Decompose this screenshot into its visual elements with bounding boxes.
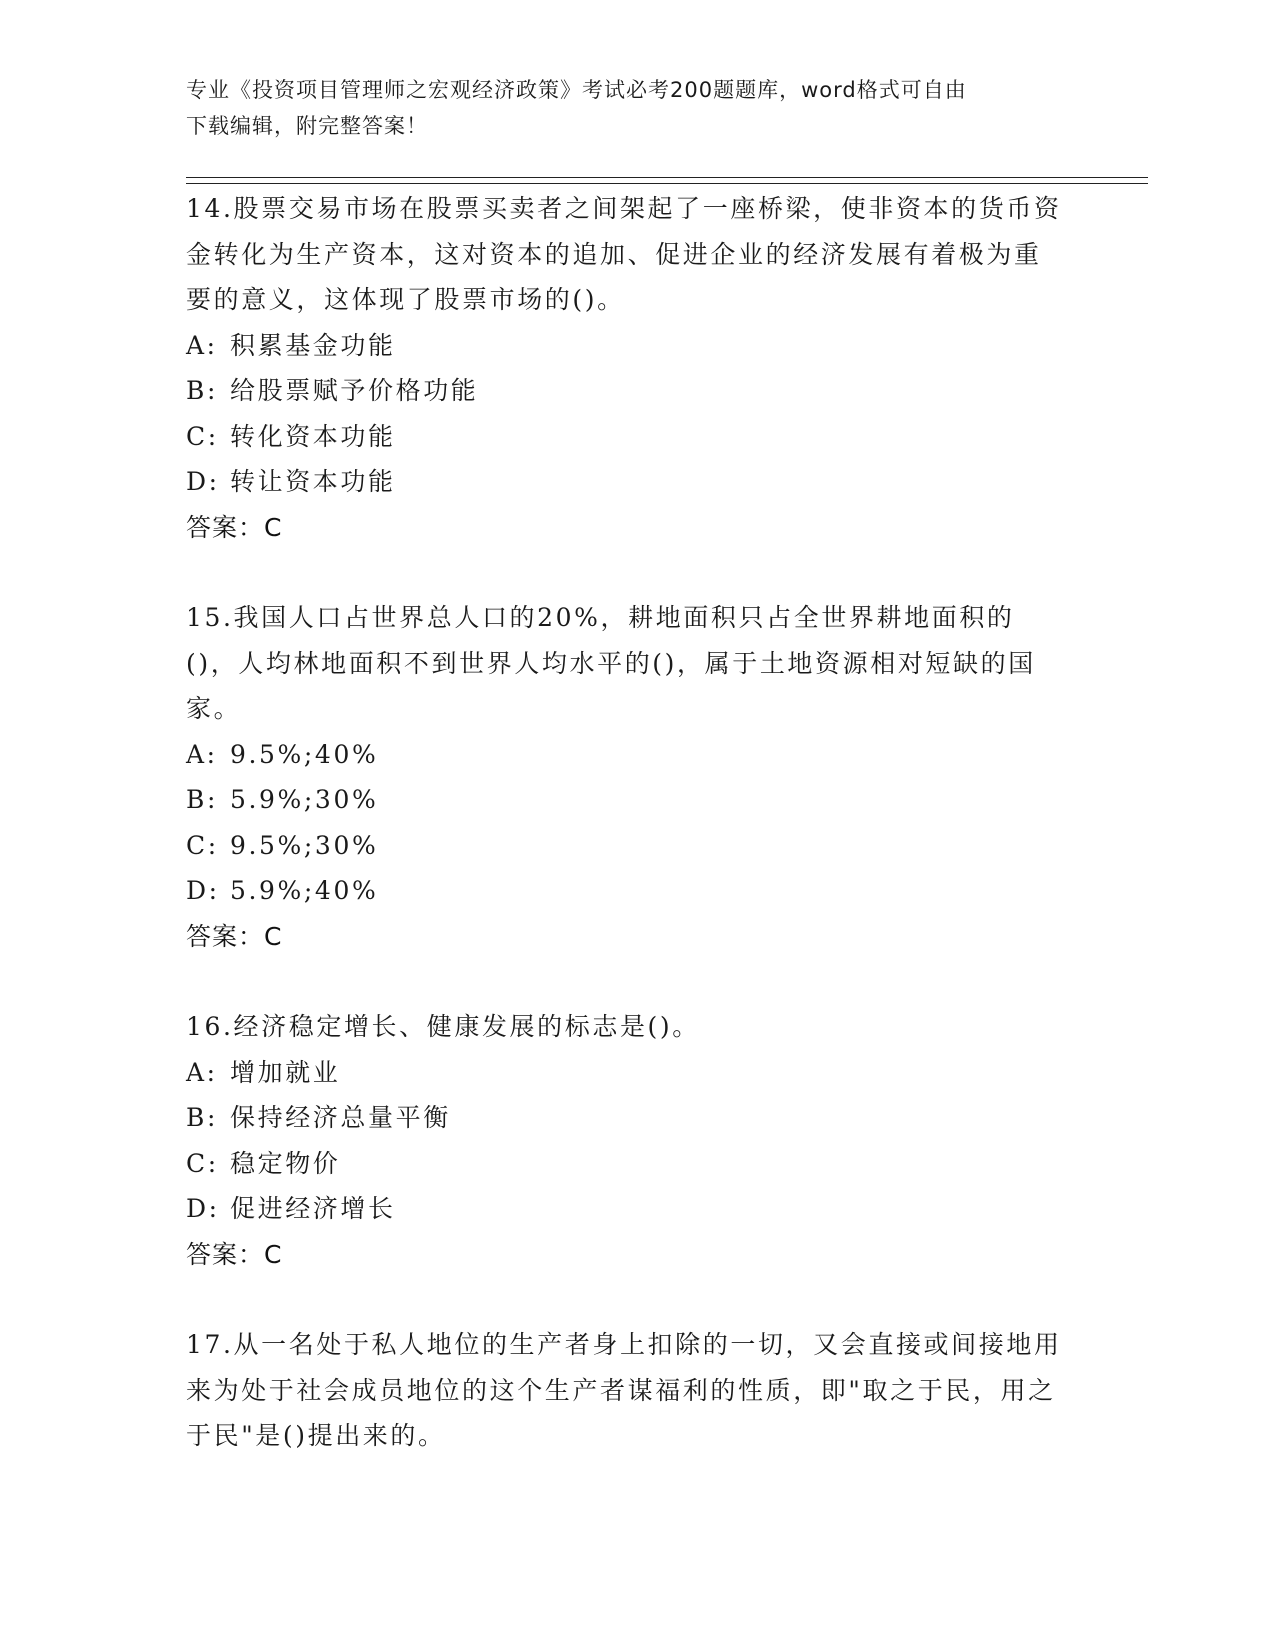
- option-key: B:: [186, 1103, 218, 1132]
- header-title-line-2: 下载编辑，附完整答案！: [186, 114, 428, 138]
- option-a: [186, 732, 1066, 778]
- option-text: 9.5%;40%: [230, 739, 379, 769]
- option-key: B:: [186, 785, 218, 814]
- option-key: C:: [186, 1148, 219, 1178]
- document-header: [186, 72, 1066, 144]
- option-c: [186, 414, 1066, 460]
- option-d: [186, 1186, 1066, 1232]
- option-text: 5.9%;30%: [230, 785, 379, 814]
- option-key: D:: [186, 876, 220, 905]
- option-c: [186, 1141, 1066, 1187]
- option-d: [186, 459, 1066, 505]
- option-text: 9.5%;30%: [230, 830, 379, 860]
- option-a: [186, 1050, 1066, 1096]
- option-b: [186, 777, 1066, 823]
- header-title-line-1: 专业《投资项目管理师之宏观经济政策》考试必考200题题库，word格式可自由: [186, 78, 967, 102]
- question-14: [186, 186, 1066, 550]
- option-key: A:: [186, 1057, 218, 1087]
- question-16: [186, 1004, 1066, 1277]
- option-key: A:: [186, 330, 218, 360]
- header-divider-top: [186, 177, 1148, 178]
- option-text: 稳定物价: [230, 1148, 341, 1178]
- question-list: [186, 186, 1066, 1459]
- question-spacer: [186, 1277, 1066, 1322]
- answer-line: 答案：C: [186, 921, 283, 951]
- question-15: [186, 595, 1066, 959]
- answer-line: 答案：C: [186, 512, 283, 542]
- question-stem: 16.经济稳定增长、健康发展的标志是()。: [186, 1012, 700, 1041]
- question-stem: 14.股票交易市场在股票买卖者之间架起了一座桥梁，使非资本的货币资金转化为生产资本，这对资本的追加、促进企业的经济发展有着极为重要的意义，这体现了股票市场的()。: [186, 194, 1062, 314]
- option-b: [186, 1095, 1066, 1141]
- option-text: 增加就业: [230, 1057, 341, 1087]
- question-stem: 17.从一名处于私人地位的生产者身上扣除的一切，又会直接或间接地用来为处于社会成员地位的这个生产者谋福利的性质，即"取之于民，用之于民"是()提出来的。: [186, 1330, 1062, 1450]
- option-text: 给股票赋予价格功能: [230, 376, 479, 405]
- question-stem: 15.我国人口占世界总人口的20%，耕地面积只占全世界耕地面积的()，人均林地面积不到世界人均水平的()，属于土地资源相对短缺的国家。: [186, 603, 1036, 723]
- option-key: A:: [186, 739, 218, 769]
- question-spacer: [186, 550, 1066, 595]
- option-d: [186, 868, 1066, 914]
- option-key: C:: [186, 830, 219, 860]
- option-text: 促进经济增长: [230, 1194, 396, 1223]
- option-key: C:: [186, 421, 219, 451]
- option-text: 保持经济总量平衡: [230, 1103, 451, 1132]
- option-key: D:: [186, 467, 220, 496]
- option-text: 积累基金功能: [230, 330, 396, 360]
- option-b: [186, 368, 1066, 414]
- question-spacer: [186, 959, 1066, 1004]
- option-key: B:: [186, 376, 218, 405]
- option-text: 转让资本功能: [230, 467, 396, 496]
- header-divider-bottom: [186, 183, 1148, 184]
- option-text: 转化资本功能: [230, 421, 396, 451]
- question-17: [186, 1322, 1066, 1459]
- answer-line: 答案：C: [186, 1239, 283, 1269]
- option-a: [186, 323, 1066, 369]
- option-c: [186, 823, 1066, 869]
- option-key: D:: [186, 1194, 220, 1223]
- option-text: 5.9%;40%: [230, 876, 379, 905]
